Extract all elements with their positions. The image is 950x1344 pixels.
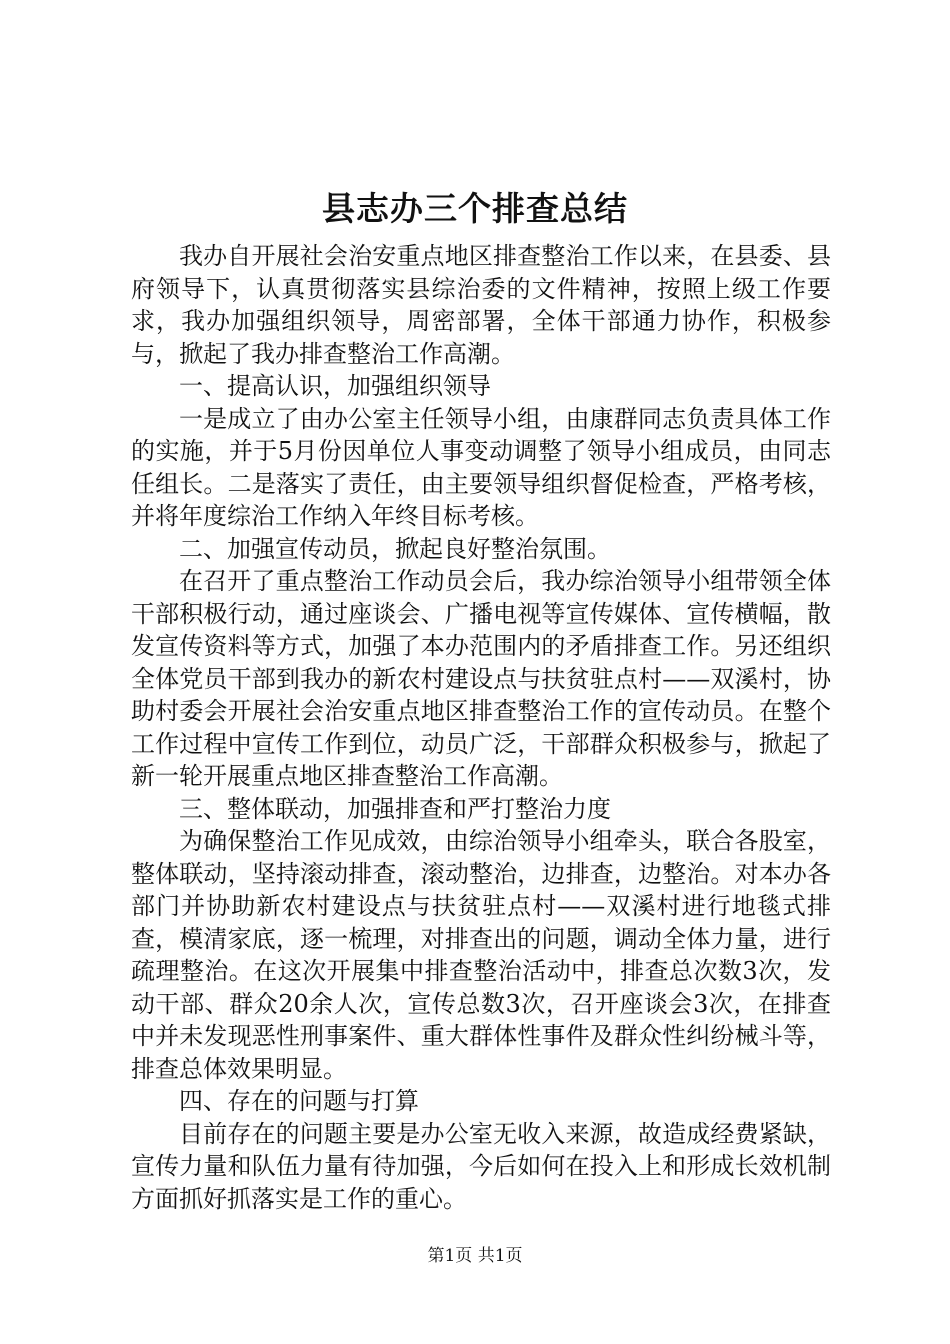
document-title: 县志办三个排查总结 bbox=[322, 189, 628, 228]
section-paragraph-4: 目前存在的问题主要是办公室无收入来源，故造成经费紧缺，宣传力量和队伍力量有待加强，今后如何在投入上和形成长效机制方面抓好抓落实是工作的重心。 bbox=[131, 1119, 831, 1213]
section-heading-2: 二、加强宣传动员，掀起良好整治氛围。 bbox=[179, 534, 611, 563]
page-number-footer: 第1页 共1页 bbox=[427, 1246, 523, 1266]
section-paragraph-2: 在召开了重点整治工作动员会后，我办综治领导小组带领全体干部积极行动，通过座谈会、广播电视等宣传媒体、宣传横幅，散发宣传资料等方式，加强了本办范围内的矛盾排查工作。另还组织全体党员干部到我办的新农村建设点与扶贫驻点村——双溪村，协助村委会开展社会治安重点地区排查整治工作的宣传动员。在整个工作过程中宣传工作到位，动员广泛，干部群众积极参与，掀起了新一轮开展重点地区排查整治工作高潮。 bbox=[131, 567, 831, 790]
section-heading-4: 四、存在的问题与打算 bbox=[179, 1087, 419, 1115]
section-paragraph-1: 一是成立了由办公室主任领导小组，由康群同志负责具体工作的实施，并于5月份因单位人事变动调整了领导小组成员，由同志任组长。二是落实了责任，由主要领导组织督促检查，严格考核，并将年度综治工作纳入年终目标考核。 bbox=[131, 404, 831, 530]
section-paragraph-3: 为确保整治工作见成效，由综治领导小组牵头，联合各股室，整体联动，坚持滚动排查，滚动整治，边排查，边整治。对本办各部门并协助新农村建设点与扶贫驻点村——双溪村进行地毯式排查，模清家底，逐一梳理，对排查出的问题，调动全体力量，进行疏理整治。在这次开展集中排查整治活动中，排查总次数3次，发动干部、群众20余人次，宣传总数3次，召开座谈会3次，在排查中并未发现恶性刑事案件、重大群体性事件及群众性纠纷械斗等，排查总体效果明显。 bbox=[131, 827, 831, 1083]
section-heading-3: 三、整体联动，加强排查和严打整治力度 bbox=[179, 794, 611, 823]
section-heading-1: 一、提高认识，加强组织领导 bbox=[179, 372, 491, 400]
document-body bbox=[131, 240, 831, 1215]
intro-paragraph: 我办自开展社会治安重点地区排查整治工作以来，在县委、县府领导下，认真贯彻落实县综治委的文件精神，按照上级工作要求，我办加强组织领导，周密部署，全体干部通力协作，积极参与，掀起了我办排查整治工作高潮。 bbox=[131, 242, 831, 368]
